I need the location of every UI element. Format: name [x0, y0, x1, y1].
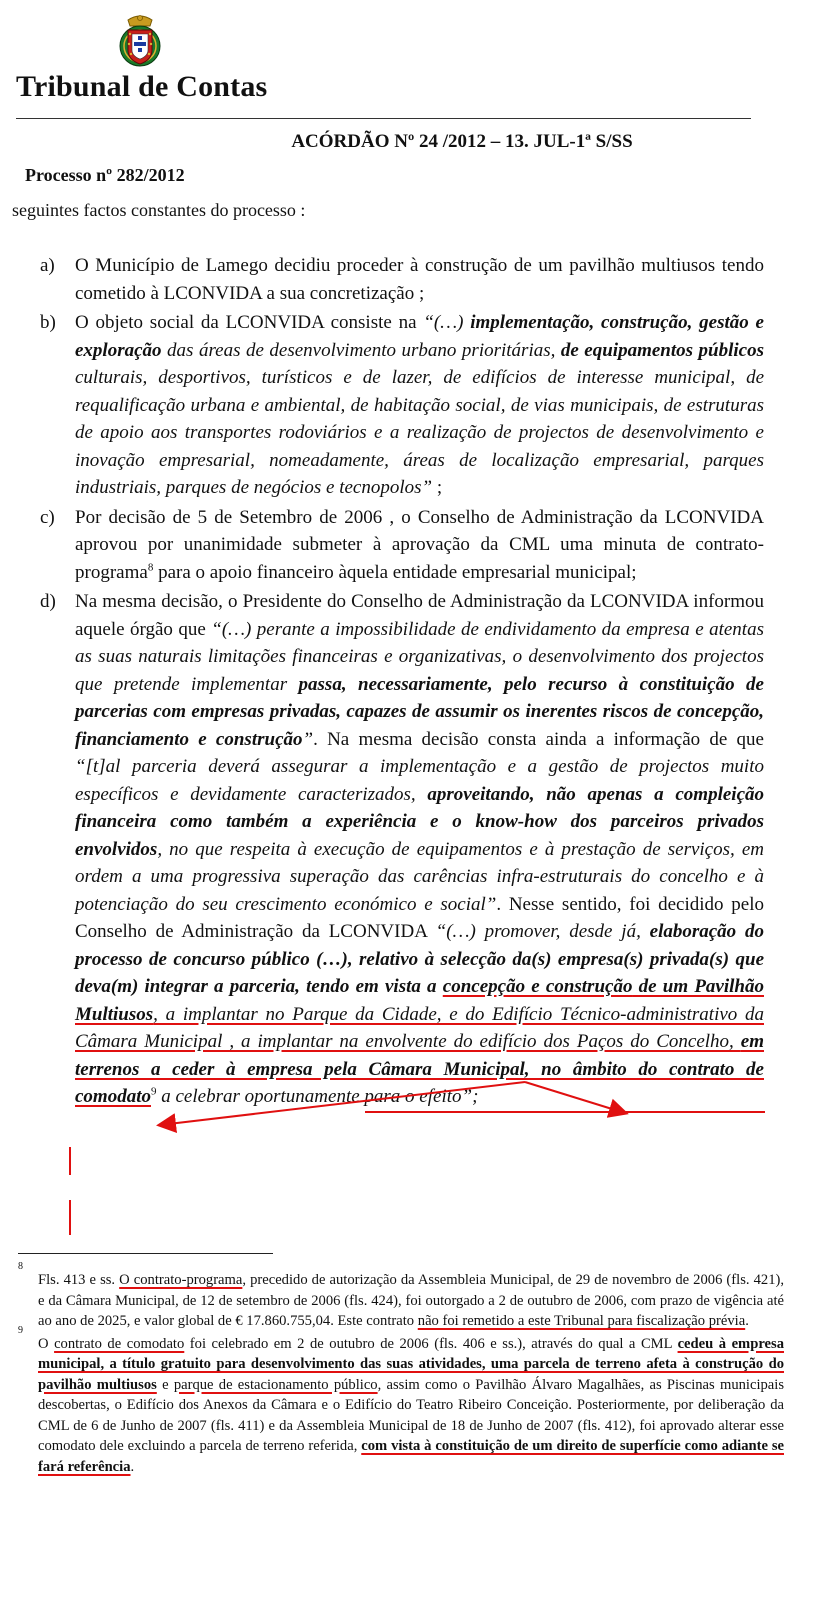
bold-quoted-span: aproveitando, não apenas a compleição financeira como também a experiência e o know-how dos parceiros privados envolvidos — [75, 783, 764, 860]
underlined-bold-span: cedeu à empresa municipal, a título gratuito para desenvolvimento das suas atividades, uma parcela de terreno afeta à construção do pavilhão multiusos — [38, 1335, 784, 1393]
underlined-span: contrato de comodato — [54, 1335, 185, 1352]
quoted-span: , no que respeita à execução de equipamentos e à prestação de serviços, em ordem a uma progressiva superação das carências infra-estruturais do concelho e à potenciação do seu crescimento económico e social” — [75, 838, 764, 915]
item-marker: a) — [40, 255, 55, 276]
footnote-divider — [18, 1253, 273, 1254]
quoted-span: a celebrar oportunamente para o efeito”; — [156, 1086, 479, 1107]
footnote-ref-9[interactable]: 9 — [151, 1085, 157, 1098]
bold-quoted-span: passa, necessariamente, pelo recurso à constituição de parcerias com empresas privadas, capazes de assumir os inerentes riscos de concepção, financiamento e construção — [75, 673, 764, 750]
text-span: . Nesse sentido, foi decidido pelo Conselho de Administração da LCONVIDA — [75, 893, 764, 942]
underlined-bold-span: de um Pavilhão Multiusos — [75, 976, 764, 1025]
coat-of-arms-icon — [114, 12, 166, 70]
text-span: para o apoio financeiro àquela entidade empresarial municipal; — [153, 561, 637, 583]
decision-title: ACÓRDÃO Nº 24 /2012 – 13. JUL-1ª S/SS — [291, 131, 633, 152]
item-marker: d) — [40, 591, 56, 612]
text-span: e — [156, 1376, 174, 1393]
text-span: foi celebrado em 2 de outubro de 2006 (fls. 406 e ss.), através do qual a CML — [184, 1335, 678, 1352]
intro-text: seguintes factos constantes do processo : — [12, 200, 306, 220]
quoted-span: “(…) promover, desde já, — [435, 921, 650, 942]
quoted-span: “(…) — [423, 312, 471, 333]
organization-name: Tribunal de Contas — [16, 70, 268, 103]
text-span: O objeto social da LCONVIDA consiste na — [75, 312, 424, 333]
bold-quoted-span: elaboração do processo de concurso público (…), relativo à selecção da(s) empresa(s) privada(s) que deva(m) integrar a parceria, tendo em vista a — [75, 921, 764, 997]
quoted-span: culturais, desportivos, turísticos e de lazer, de edifícios de interesse municipal, de requalificação urbana e ambiental, de habitação social, de vias municipais, de estruturas de apoio aos transportes rodoviários e a realização de projectos de desenvolvimento e inovação empresarial, nomeadamente, áreas de localização empresarial, parques industriais, parques de negócios e tecnopolos” — [75, 367, 764, 498]
footnotes — [18, 1261, 785, 1479]
underlined-bold-span: em terrenos a ceder à empresa pela Câmara Municipal, no âmbito do contrato de comodato — [75, 1031, 764, 1107]
facts-list — [40, 252, 764, 1113]
item-text: O Município de Lamego decidiu proceder à construção de um pavilhão multiusos tendo cometido à LCONVIDA a sua concretização ; — [75, 255, 764, 304]
quoted-span: ” — [302, 728, 314, 750]
text-span: Na mesma decisão, o Presidente do Conselho de Administração da LCONVIDA informou aquele órgão que — [75, 591, 764, 640]
underlined-bold-span: com vista à constituição de um direito de superfície como adiante se fará referência — [38, 1438, 784, 1475]
footnote-8: 8 Fls. 413 e ss. O contrato-programa, precedido de autorização da Assembleia Municipal, de 29 de novembro de 2006 (fls. 421), e da Câmara Municipal, de 12 de setembro de 2006 (fls. 424), foi outorgado a 2 de outubro de 2006, com prazo de vigência até ao ano de 2025, e valor global de € 17.860.755,04. Este contrato não foi remetido a este Tribunal para fiscalização prévia. — [18, 1261, 785, 1329]
underlined-span: concepção e construção — [442, 976, 633, 997]
fact-item-a — [40, 252, 764, 307]
fact-item-c — [40, 504, 764, 587]
footnote-9: 9 O contrato de comodato foi celebrado em 2 de outubro de 2006 (fls. 406 e ss.), através do qual a CML cedeu à empresa municipal, a título gratuito para desenvolvimento das suas atividades, uma parcela de terreno afeta à construção do pavilhão multiusos e parque de estacionamento público, assim como o Pavilhão Álvaro Magalhães, as Piscinas municipais descobertas, o Edifício dos Anexos da Câmara e o Edifício do Teatro Ribeiro Conceição. Posteriormente, por deliberação da CML de 6 de Junho de 2007 (fls. 411) e da Assembleia Municipal de 18 de Junho de 2007 (fls. 412), foi aprovado alterar esse comodato dele excluindo a parcela de terreno referida, com vista à constituição de um direito de superfície como adiante se fará referência. — [18, 1324, 785, 1475]
bold-quoted-span: de equipamentos públicos — [560, 339, 764, 361]
underlined-quoted-span: , a implantar no Parque da Cidade, e do Edifício Técnico-administrativo da Câmara Municipal , a implantar na envolvente do edifício dos Paços do Concelho, — [75, 1003, 764, 1052]
text-span: Fls. 413 e ss. — [38, 1272, 120, 1288]
text-span: , precedido de autorização da Assembleia Municipal, de 29 de novembro de 2006 (fls. 421), e da Câmara Municipal, de 12 de setembro de 2006 (fls. 424), foi outorgado a 2 de outubro de 2006, com prazo de vigência até ao ano de 2025, e valor global de € 17.860.755,04. Este contrato — [38, 1272, 785, 1329]
fact-item-b — [40, 309, 764, 502]
text-span: O — [38, 1335, 55, 1352]
item-marker: c) — [40, 506, 55, 528]
text-span: . — [130, 1458, 135, 1475]
quoted-span: “[t]al parceria deverá assegurar a implementação e a gestão de projectos muito específicos e devidamente caracterizados, — [75, 756, 764, 805]
underlined-span: O contrato-programa — [119, 1272, 243, 1288]
underlined-span: não foi remetido a este Tribunal para fiscalização prévia — [417, 1313, 746, 1329]
text-span: Por decisão de 5 de Setembro de 2006 , o Conselho de Administração da LCONVIDA aprovou por unanimidade submeter à aprovação da CML uma minuta de contrato-programa — [75, 506, 764, 583]
footnote-ref-8[interactable]: 8 — [147, 561, 154, 574]
bold-quoted-span: implementação, construção, gestão e exploração — [75, 312, 764, 361]
underlined-span: parque de estacionamento público — [173, 1376, 378, 1393]
item-marker: b) — [40, 312, 56, 333]
quoted-span: das áreas de desenvolvimento urbano prioritárias, — [161, 339, 561, 361]
quoted-span: “(…) perante a impossibilidade de endividamento da empresa e atentas as suas naturais limitações financeiras e organizativas, o desenvolvimento dos projectos que pretende implementar — [75, 618, 764, 695]
header-divider — [16, 118, 751, 119]
document-header — [0, 0, 814, 122]
text-span: ; — [432, 477, 443, 498]
text-span: . Na mesma decisão consta ainda a informação de que — [313, 728, 764, 750]
text-span: , assim como o Pavilhão Álvaro Magalhães, as Piscinas municipais descobertas, o Edifício dos Anexos da Câmara e o Edifício do Teatro Ribeiro Conceição. Posteriormente, por deliberação da CML de 6 de Junho de 2007 (fls. 411) e da Assembleia Municipal de 18 de Junho de 2007 (fls. 412), foi aprovado alterar esse comodato dele excluindo a parcela de terreno referida, — [38, 1376, 785, 1454]
fact-item-d — [40, 588, 764, 1111]
text-span: . — [745, 1313, 749, 1329]
process-number: Processo nº 282/2012 — [25, 165, 185, 185]
